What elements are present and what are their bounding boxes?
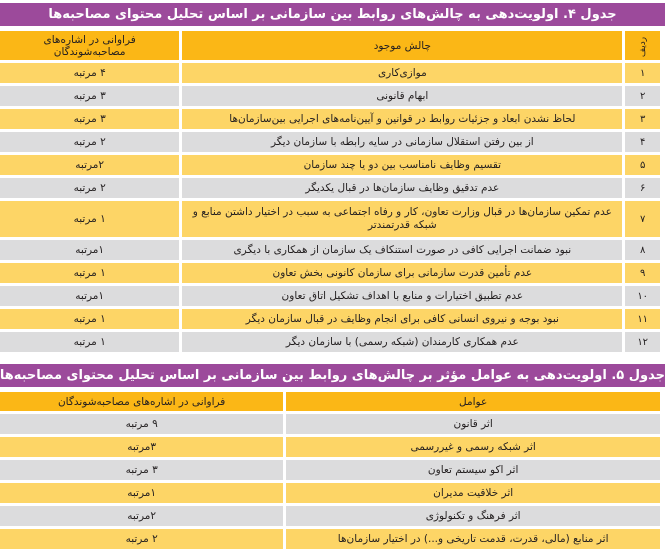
table-row	[0, 332, 660, 352]
row-challenge: نبود بوجه و نیروی انسانی کافی برای انجام وظایف در قبال سازمان دیگر	[182, 309, 622, 329]
row-challenge: لحاظ نشدن ابعاد و جزئیات روابط در قوانین و آیین‌نامه‌های اجرایی بین‌سازمان‌ها	[182, 109, 622, 129]
row-challenge: تقسیم وظایف نامناسب بین دو یا چند سازمان	[182, 155, 622, 175]
row-challenge: نبود ضمانت اجرایی کافی در صورت استنکاف یک سازمان از همکاری با دیگری	[182, 240, 622, 260]
table-row	[0, 109, 660, 129]
row-frequency: ۲مرتبه	[0, 155, 179, 175]
row-challenge: عدم تدقیق وظایف سازمان‌ها در قبال یکدیگر	[182, 178, 622, 198]
row-frequency: ۳ مرتبه	[0, 460, 283, 480]
row-number: ۱۲	[625, 332, 660, 352]
table-row	[0, 506, 660, 526]
row-factor: اثر شبکه رسمی و غیررسمی	[286, 437, 660, 457]
row-frequency: ۲ مرتبه	[0, 178, 179, 198]
row-frequency: ۱ مرتبه	[0, 309, 179, 329]
table-row	[0, 63, 660, 83]
row-frequency: ۳مرتبه	[0, 437, 283, 457]
row-number: ۲	[625, 86, 660, 106]
row-number: ۱۰	[625, 286, 660, 306]
table-row	[0, 286, 660, 306]
row-number: ۶	[625, 178, 660, 198]
row-frequency: ۲ مرتبه	[0, 132, 179, 152]
row-frequency: ۲ مرتبه	[0, 529, 283, 549]
row-challenge: از بین رفتن استقلال سازمانی در سایه رابطه با سازمان دیگر	[182, 132, 622, 152]
row-frequency: ۱ مرتبه	[0, 332, 179, 352]
table-row	[0, 240, 660, 260]
table-row	[0, 86, 660, 106]
table-row	[0, 155, 660, 175]
header-frequency: فراوانی در اشاره‌های مصاحبه‌شوندگان	[0, 31, 179, 60]
row-factor: اثر منابع (مالی، قدرت، قدمت تاریخی و...) در اختیار سازمان‌ها	[286, 529, 660, 549]
row-number: ۴	[625, 132, 660, 152]
table-row	[0, 437, 660, 457]
row-factor: اثر اکو سیستم تعاون	[286, 460, 660, 480]
table-row	[0, 132, 660, 152]
row-number: ۸	[625, 240, 660, 260]
table4-challenges	[0, 28, 663, 355]
row-frequency: ۲مرتبه	[0, 506, 283, 526]
row-number: ۳	[625, 109, 660, 129]
table-row	[0, 414, 660, 434]
row-frequency: ۳ مرتبه	[0, 86, 179, 106]
table-row	[0, 201, 660, 237]
header-challenge: چالش موجود	[182, 31, 622, 60]
row-challenge: عدم تأمین قدرت سازمانی برای سازمان کانونی بخش تعاون	[182, 263, 622, 283]
header-row-number: ردیف	[625, 31, 660, 60]
table5-factors	[0, 389, 663, 552]
row-number: ۷	[625, 201, 660, 237]
row-number: ۱	[625, 63, 660, 83]
table4-header-row	[0, 31, 660, 60]
row-challenge: عدم تطبیق اختیارات و منابع با اهداف تشکیل اتاق تعاون	[182, 286, 622, 306]
row-frequency: ۱مرتبه	[0, 286, 179, 306]
row-challenge: عدم همکاری کارمندان (شبکه رسمی) با سازمان دیگر	[182, 332, 622, 352]
row-factor: اثر خلاقیت مدیران	[286, 483, 660, 503]
row-frequency: ۱مرتبه	[0, 483, 283, 503]
table-row	[0, 529, 660, 549]
table5-header-row	[0, 392, 660, 411]
row-frequency: ۱مرتبه	[0, 240, 179, 260]
table-row	[0, 483, 660, 503]
table4-title: جدول ۴. اولویت‌دهی به چالش‌های روابط بین سازمانی بر اساس تحلیل محتوای مصاحبه‌ها	[0, 3, 665, 26]
row-number: ۹	[625, 263, 660, 283]
row-frequency: ۴ مرتبه	[0, 63, 179, 83]
table-row	[0, 460, 660, 480]
header-factor: عوامل	[286, 392, 660, 411]
row-number: ۵	[625, 155, 660, 175]
row-number: ۱۱	[625, 309, 660, 329]
header-frequency: فراوانی در اشاره‌های مصاحبه‌شوندگان	[0, 392, 283, 411]
row-challenge: ابهام قانونی	[182, 86, 622, 106]
table-row	[0, 178, 660, 198]
row-challenge: عدم تمکین سازمان‌ها در قبال وزارت تعاون، کار و رفاه اجتماعی به سبب در اختیار داشتن منابع و شبکه قدرتمندتر	[182, 201, 622, 237]
row-frequency: ۳ مرتبه	[0, 109, 179, 129]
row-frequency: ۹ مرتبه	[0, 414, 283, 434]
table5-title: جدول ۵. اولویت‌دهی به عوامل مؤثر بر چالش‌های روابط بین سازمانی بر اساس تحلیل محتوای مصاحبه‌ها	[0, 364, 665, 387]
row-challenge: موازی‌کاری	[182, 63, 622, 83]
table-row	[0, 263, 660, 283]
row-factor: اثر فرهنگ و تکنولوژی	[286, 506, 660, 526]
row-factor: اثر قانون	[286, 414, 660, 434]
table-row	[0, 309, 660, 329]
row-frequency: ۱ مرتبه	[0, 263, 179, 283]
row-frequency: ۱ مرتبه	[0, 201, 179, 237]
